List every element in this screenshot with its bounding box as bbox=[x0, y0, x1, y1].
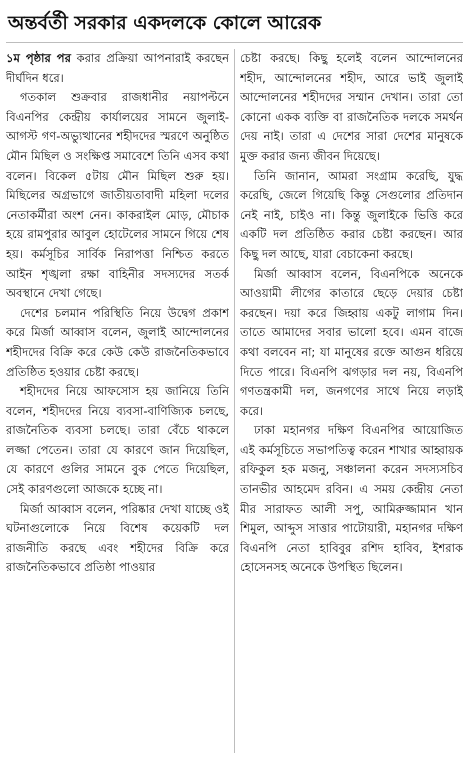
paragraph: চেষ্টা করছে। কিছু হলেই বলেন আন্দোলনের শহীদ, আন্দোলনের শহীদ, আরে ভাই জুলাই আন্দোলনের শহীদদের সম্মান দেখান। তারা তো কোনো একক ব্যক্তি বা রাজনৈতিক দলকে সমর্থন দেয় নাই। তারা এ দেশের সারা দেশের মানুষকে মুক্ত করার জন্য জীবন দিয়েছে। bbox=[240, 51, 463, 163]
jump-label: ১ম পৃষ্ঠার পর bbox=[6, 51, 71, 65]
paragraph: শহীদদের নিয়ে আফসোস হয় জানিয়ে তিনি বলেন, শহীদদের নিয়ে ব্যবসা-বাণিজ্যিক চলছে, রাজনৈতিক ব্যবসা চলছে। তারা বেঁচে থাকলে লজ্জা পেতেন। তারা যে কারণে জান দিয়েছিল, যে কারণে গুলির সামনে বুক পেতে দিয়েছিল, সেই কারণগুলো আজকে হচ্ছে না। bbox=[6, 384, 229, 497]
paragraph: গতকাল শুক্রবার রাজধানীর নয়াপল্টনে বিএনপির কেন্দ্রীয় কার্যালয়ের সামনে জুলাই-আগস্ট গণ-অভ্যুত্থানের শহীদদের স্মরণে অনুষ্ঠিত মৌন মিছিল ও সংক্ষিপ্ত সমাবেশে তিনি এসব কথা বলেন। বিকেল ৫টায় মৌন মিছিল শুরু হয়। মিছিলের অগ্রভাগে জাতীয়তাবাদী মহিলা দলের নেতাকর্মীরা অংশ নেন। কাকরাইল মোড়, মৌচাক হয়ে রামপুরার আবুল হোটেলের সামনে গিয়ে শেষ হয়। কর্মসূচির সার্বিক নিরাপত্তা নিশ্চিত করতে আইন শৃঙ্খলা রক্ষা বাহিনীর সদস্যদের সতর্ক অবস্থানে দেখা গেছে। bbox=[6, 90, 229, 301]
article-body bbox=[6, 49, 463, 753]
paragraph: ঢাকা মহানগর দক্ষিণ বিএনপির আয়োজিত এই কর্মসূচিতে সভাপতিত্ব করেন শাখার আহ্বায়ক রফিকুল হক মজনু, সঞ্চালনা করেন সদস্যসচিব তানভীর আহমেদ রবিন। এ সময় কেন্দ্রীয় নেতা মীর সারাফত আলী সপু, আমিরুজ্জামান খান শিমুল, আব্দুস সাত্তার পাটোয়ারী, মহানগর দক্ষিণ বিএনপি নেতা হাবিবুর রশিদ হাবিব, ইশরাক হোসেনসহ অনেকে উপস্থিত ছিলেন। bbox=[240, 423, 463, 575]
paragraph bbox=[6, 49, 229, 88]
paragraph: দেশের চলমান পরিস্থিতি নিয়ে উদ্বেগ প্রকাশ করে মির্জা আব্বাস বলেন, জুলাই আন্দোলনের শহীদদের বিক্রি করে কেউ কেউ রাজনৈতিকভাবে প্রতিষ্ঠিত হওয়ার চেষ্টা করছে। bbox=[6, 305, 229, 379]
left-column bbox=[6, 49, 229, 753]
paragraph: মির্জা আব্বাস বলেন, বিএনপিকে অনেকে আওয়ামী লীগের কাতারে ছেড়ে দেয়ার চেষ্টা করছেন। দয়া করে জিহ্বায় একটু লাগাম দিন। তাতে আমাদের সবার ভালো হবে। এমন বাজে কথা বলবেন না; যা মানুষের রক্তে আগুন ধরিয়ে দিতে পারে। বিএনপি ঝগড়ার দল নয়, বিএনপি গণতন্ত্রকামী দল, জনগণের সাথে নিয়ে লড়াই করে। bbox=[240, 266, 463, 418]
right-column bbox=[240, 49, 463, 753]
column-divider bbox=[234, 49, 235, 753]
article-headline: অন্তর্বর্তী সরকার একদলকে কোলে আরেক bbox=[6, 6, 463, 43]
paragraph: মির্জা আব্বাস বলেন, পরিষ্কার দেখা যাচ্ছে ওই ঘটনাগুলোকে নিয়ে বিশেষ কয়েকটি দল রাজনীতি করছে এবং শহীদের বিক্রি করে রাজনৈতিকভাবে প্রতিষ্ঠা পাওয়ার bbox=[6, 501, 229, 575]
paragraph-text: করার প্রক্রিয়া আপনারাই করছেন দীর্ঘদিন ধরে। bbox=[6, 51, 229, 85]
paragraph: তিনি জানান, আমরা সংগ্রাম করেছি, যুদ্ধ করেছি, জেলে গিয়েছি কিন্তু সেগুলোর প্রতিদান নেই নাই, চাইও না। কিন্তু জুলাইকে ভিত্তি করে একটি দল প্রতিষ্ঠিত করার চেষ্টা করছেন। আর কিছু দল আছে, যারা বেচাকেনা করছে। bbox=[240, 168, 463, 261]
